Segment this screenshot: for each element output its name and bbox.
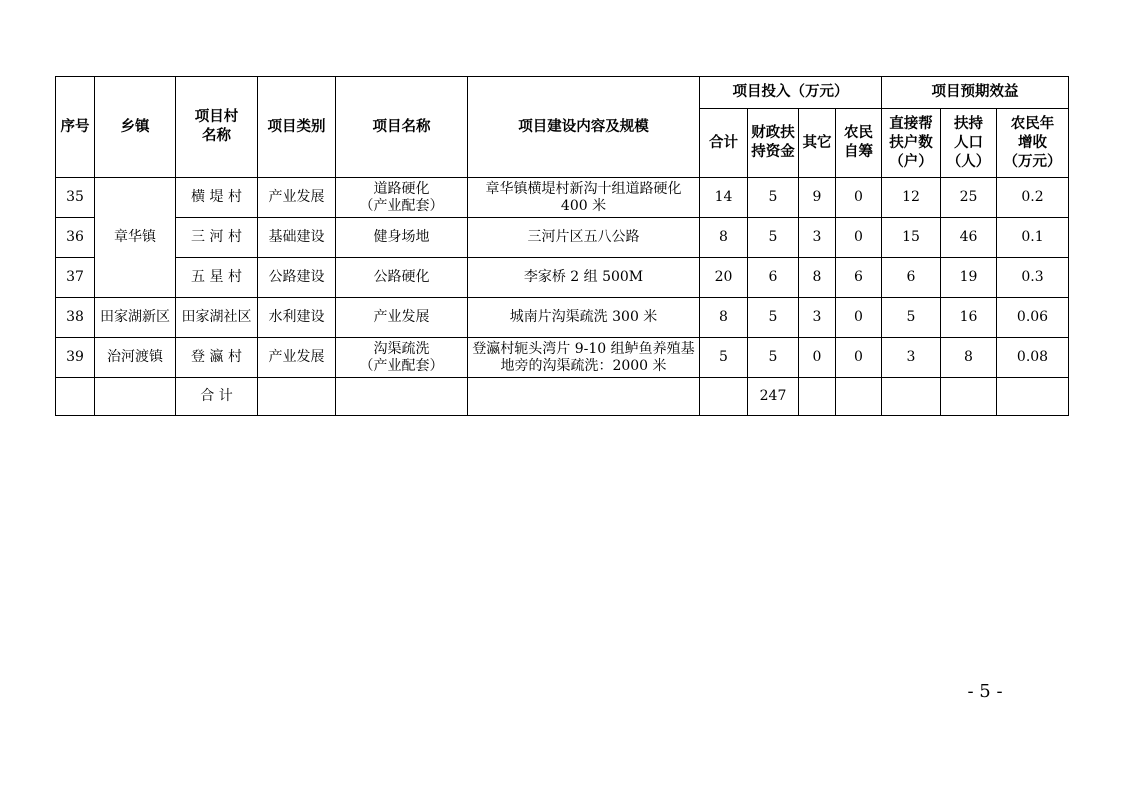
cell-population: 16 (941, 298, 997, 338)
header-farmer: 农民 自筹 (836, 109, 882, 178)
cell-empty (468, 378, 700, 416)
cell-content: 章华镇横堤村新沟十组道路硬化 400 米 (468, 178, 700, 218)
cell-total: 14 (700, 178, 748, 218)
cell-fiscal: 5 (748, 338, 799, 378)
header-total: 合计 (700, 109, 748, 178)
cell-population: 19 (941, 258, 997, 298)
cell-content: 李家桥 2 组 500M (468, 258, 700, 298)
table-row (56, 258, 1069, 298)
cell-income: 0.1 (997, 218, 1069, 258)
cell-farmer: 0 (836, 338, 882, 378)
cell-village: 五 星 村 (176, 258, 258, 298)
cell-households: 3 (882, 338, 941, 378)
header-investment-group: 项目投入（万元） (700, 77, 882, 109)
cell-village: 田家湖社区 (176, 298, 258, 338)
header-category: 项目类别 (258, 77, 336, 178)
header-benefit-group: 项目预期效益 (882, 77, 1069, 109)
cell-seq: 39 (56, 338, 95, 378)
header-population: 扶持 人口 （人） (941, 109, 997, 178)
cell-population: 46 (941, 218, 997, 258)
cell-seq: 38 (56, 298, 95, 338)
header-town: 乡镇 (95, 77, 176, 178)
header-fiscal: 财政扶 持资金 (748, 109, 799, 178)
total-fiscal: 247 (748, 378, 799, 416)
header-village: 项目村 名称 (176, 77, 258, 178)
cell-empty (799, 378, 836, 416)
cell-empty (95, 378, 176, 416)
cell-content: 登瀛村轭头湾片 9-10 组鲈鱼养殖基 地旁的沟渠疏洗：2000 米 (468, 338, 700, 378)
cell-town: 治河渡镇 (95, 338, 176, 378)
cell-fiscal: 5 (748, 298, 799, 338)
cell-income: 0.06 (997, 298, 1069, 338)
cell-category: 产业发展 (258, 338, 336, 378)
page-number: - 5 - (967, 681, 1003, 702)
header-project-name: 项目名称 (336, 77, 468, 178)
total-label: 合 计 (176, 378, 258, 416)
cell-seq: 37 (56, 258, 95, 298)
cell-income: 0.3 (997, 258, 1069, 298)
cell-farmer: 0 (836, 298, 882, 338)
cell-total: 20 (700, 258, 748, 298)
cell-project-name: 道路硬化 （产业配套） (336, 178, 468, 218)
table-row (56, 178, 1069, 218)
cell-content: 三河片区五八公路 (468, 218, 700, 258)
table-row (56, 338, 1069, 378)
project-table (55, 76, 1069, 416)
cell-category: 公路建设 (258, 258, 336, 298)
cell-income: 0.08 (997, 338, 1069, 378)
cell-town: 田家湖新区 (95, 298, 176, 338)
header-seq: 序号 (56, 77, 95, 178)
cell-project-name: 沟渠疏洗 （产业配套） (336, 338, 468, 378)
table-row (56, 218, 1069, 258)
cell-empty (56, 378, 95, 416)
cell-empty (336, 378, 468, 416)
table-row (56, 298, 1069, 338)
cell-other: 3 (799, 218, 836, 258)
cell-other: 9 (799, 178, 836, 218)
header-content: 项目建设内容及规模 (468, 77, 700, 178)
cell-households: 6 (882, 258, 941, 298)
cell-total: 5 (700, 338, 748, 378)
cell-village: 登 瀛 村 (176, 338, 258, 378)
header-row-1 (56, 77, 1069, 109)
cell-farmer: 0 (836, 178, 882, 218)
header-households: 直接帮 扶户数 （户） (882, 109, 941, 178)
cell-project-name: 健身场地 (336, 218, 468, 258)
cell-total: 8 (700, 218, 748, 258)
cell-empty (882, 378, 941, 416)
cell-category: 水利建设 (258, 298, 336, 338)
cell-households: 5 (882, 298, 941, 338)
header-income: 农民年 增收 （万元） (997, 109, 1069, 178)
cell-other: 0 (799, 338, 836, 378)
cell-population: 25 (941, 178, 997, 218)
cell-empty (258, 378, 336, 416)
cell-town-merged: 章华镇 (95, 178, 176, 298)
cell-income: 0.2 (997, 178, 1069, 218)
header-other: 其它 (799, 109, 836, 178)
cell-fiscal: 5 (748, 218, 799, 258)
cell-population: 8 (941, 338, 997, 378)
cell-seq: 36 (56, 218, 95, 258)
cell-category: 产业发展 (258, 178, 336, 218)
cell-seq: 35 (56, 178, 95, 218)
cell-households: 15 (882, 218, 941, 258)
cell-other: 8 (799, 258, 836, 298)
cell-content: 城南片沟渠疏洗 300 米 (468, 298, 700, 338)
cell-empty (836, 378, 882, 416)
cell-fiscal: 5 (748, 178, 799, 218)
cell-households: 12 (882, 178, 941, 218)
cell-farmer: 6 (836, 258, 882, 298)
cell-village: 横 堤 村 (176, 178, 258, 218)
cell-empty (997, 378, 1069, 416)
cell-other: 3 (799, 298, 836, 338)
total-row (56, 378, 1069, 416)
cell-project-name: 公路硬化 (336, 258, 468, 298)
cell-empty (700, 378, 748, 416)
cell-total: 8 (700, 298, 748, 338)
cell-empty (941, 378, 997, 416)
cell-farmer: 0 (836, 218, 882, 258)
cell-category: 基础建设 (258, 218, 336, 258)
cell-village: 三 河 村 (176, 218, 258, 258)
cell-fiscal: 6 (748, 258, 799, 298)
cell-project-name: 产业发展 (336, 298, 468, 338)
